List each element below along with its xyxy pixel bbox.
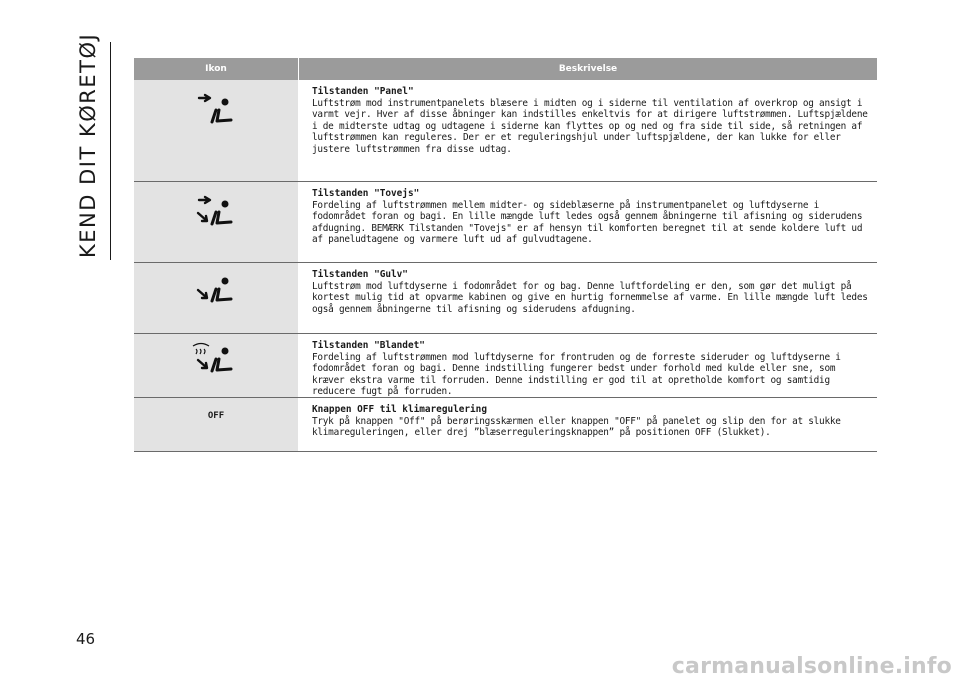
header-description-column: Beskrivelse — [298, 58, 877, 80]
row-description: Luftstrøm mod instrumentpanelets blæsere i midten og i siderne til ventilation af overkrop og ansigt i varmt vejr. Hver af disse åbninger kan indstilles enkeltvis for at dirigere luftstrømmen. Luftspjældene i de midterste udtag og udtagene i siderne kan flyttes op og ned og fra side til side, så retningen af luftstrømmen kan reguleres. Der er et reguleringshjul under luftspjældene, der kan lukke for eller justere luftstrømmen fra disse udtag. — [312, 97, 868, 155]
icon-cell — [134, 263, 298, 333]
description-cell — [298, 182, 877, 262]
table-row — [134, 182, 877, 263]
page-number: 46 — [76, 630, 96, 648]
header-icon-column: Ikon — [205, 64, 227, 74]
description-cell — [298, 398, 877, 451]
row-title: Tilstanden "Blandet" — [312, 340, 425, 351]
off-button-label: OFF — [207, 411, 225, 421]
panel-mode-icon — [189, 88, 243, 138]
row-description: Fordeling af luftstrømmen mod luftdyserne for frontruden og de forreste sideruder og luftdyserne i fodområdet foran og bagi. Denne indstilling fungerer bedst under forhold med kulde eller sne, som kræver ekstra varme til forruden. Denne indstilling er god til at opretholde komfort og samtidig reducere fugt på forruden. — [312, 351, 841, 397]
row-description: Fordeling af luftstrømmen mellem midter- og sideblæserne på instrumentpanelet og luftdyserne i fodområdet foran og bagi. En lille mængde luft ledes også gennem åbningerne til afisning og siderudens afdugning. BEMÆRK Tilstanden "Tovejs" er af hensyn til komforten beregnet til at sende koldere luft ud af paneludtagene og varmere luft ud af gulvudtagene. — [312, 199, 863, 245]
table-row — [134, 334, 877, 398]
table-row — [134, 398, 877, 452]
climate-mode-table — [134, 58, 877, 452]
floor-mode-icon — [189, 271, 243, 321]
row-description: Luftstrøm mod luftdyserne i fodområdet for og bag. Denne luftfordeling er den, som gør det muligt på kortest mulig tid at opvarme kabinen og give en hurtig fornemmelse af varme. En lille mængde luft ledes også gennem åbningerne til afisning og siderudens afdugning. — [312, 280, 868, 315]
row-title: Tilstanden "Tovejs" — [312, 188, 420, 199]
row-title: Tilstanden "Panel" — [312, 86, 414, 97]
row-title: Knappen OFF til klimaregulering — [312, 404, 487, 415]
row-description: Tryk på knappen "Off" på berøringsskærmen eller knappen "OFF" på panelet og slip den for at slukke klimareguleringen, eller drej ”blæserreguleringsknappen” på positionen OFF (Slukket). — [312, 415, 841, 438]
section-divider — [110, 42, 111, 260]
table-header — [134, 58, 877, 80]
description-cell — [298, 263, 877, 333]
description-cell — [298, 334, 877, 397]
icon-cell — [134, 80, 298, 181]
icon-cell — [134, 182, 298, 262]
bi-level-mode-icon — [189, 190, 243, 240]
table-row — [134, 80, 877, 182]
section-title: KEND DIT KØRETØJ — [76, 32, 100, 258]
watermark: carmanualsonline.info — [671, 654, 952, 679]
icon-cell — [134, 334, 298, 397]
description-cell — [298, 80, 877, 181]
icon-cell — [134, 398, 298, 451]
mix-mode-icon — [189, 342, 243, 388]
table-row — [134, 263, 877, 334]
row-title: Tilstanden "Gulv" — [312, 269, 408, 280]
